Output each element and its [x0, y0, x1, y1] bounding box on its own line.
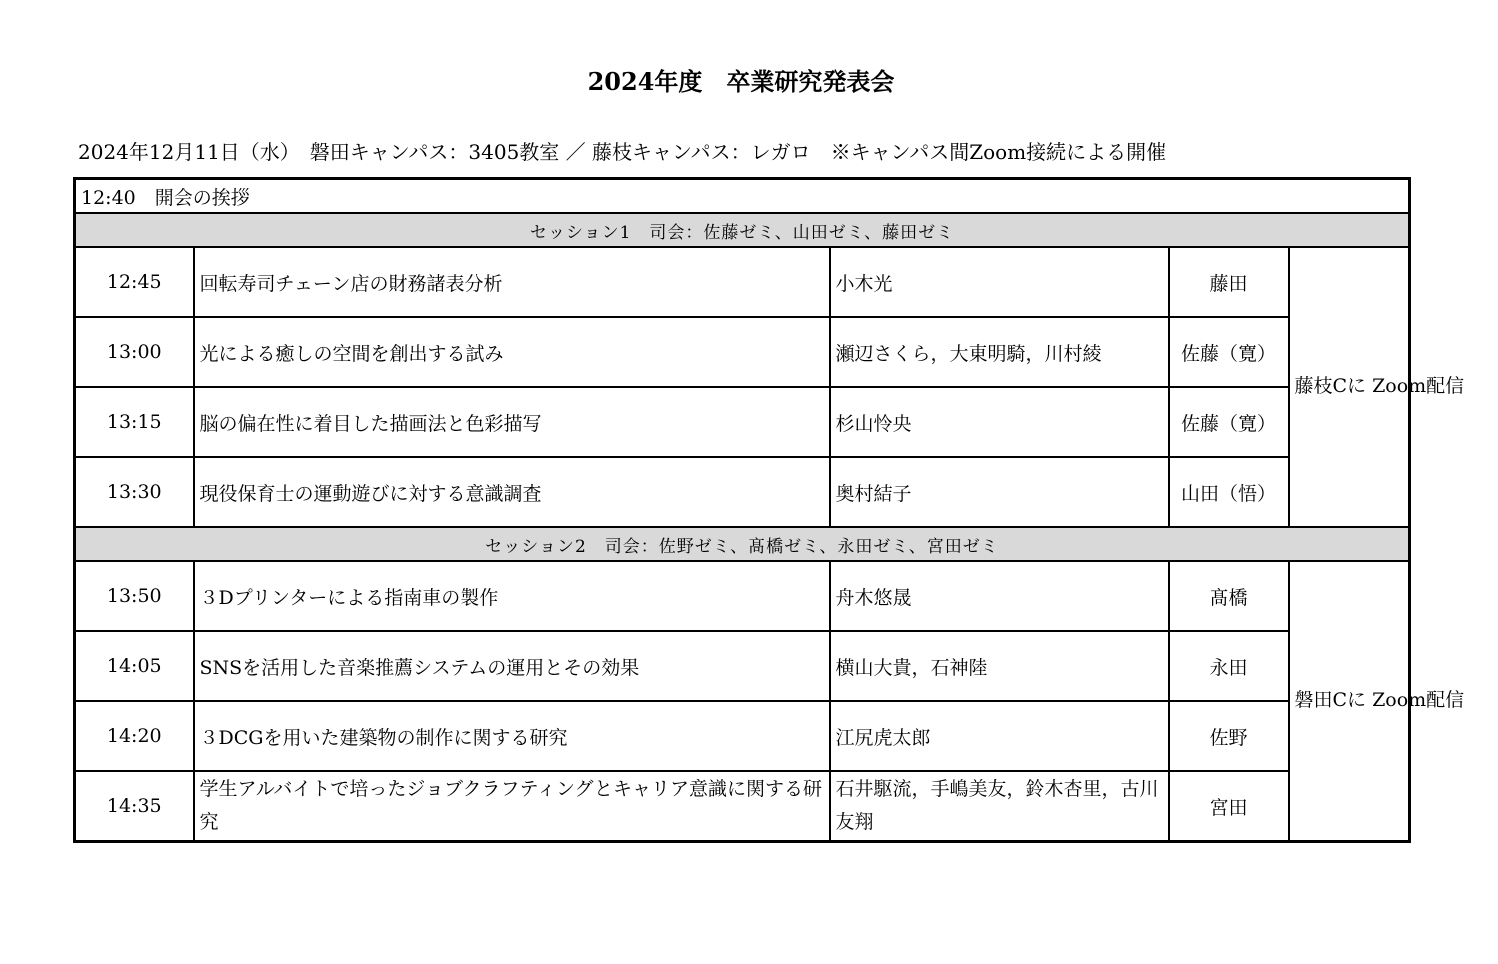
presentation-title: 学生アルバイトで培ったジョブクラフティングとキャリア意識に関する研究 — [194, 771, 830, 842]
presenters: 瀬辺さくら，大東明騎，川村綾 — [830, 317, 1169, 387]
table-row — [75, 701, 1410, 771]
opening-row — [75, 179, 1410, 214]
time-cell: 13:30 — [75, 457, 194, 527]
time-cell: 13:15 — [75, 387, 194, 457]
time-cell: 13:50 — [75, 561, 194, 631]
advisor: 佐藤（寛） — [1169, 387, 1289, 457]
presenters: 石井駆流，手嶋美友，鈴木杏里，古川友翔 — [830, 771, 1169, 842]
advisor: 藤田 — [1169, 247, 1289, 317]
presentation-title: SNSを活用した音楽推薦システムの運用とその効果 — [194, 631, 830, 701]
presentation-title: 脳の偏在性に着目した描画法と色彩描写 — [194, 387, 830, 457]
session-header-row — [75, 527, 1410, 561]
presentation-title: 回転寿司チェーン店の財務諸表分析 — [194, 247, 830, 317]
presentation-title: ３Dプリンターによる指南車の製作 — [194, 561, 830, 631]
time-cell: 14:20 — [75, 701, 194, 771]
time-cell: 12:45 — [75, 247, 194, 317]
time-cell: 13:00 — [75, 317, 194, 387]
presenters: 杉山怜央 — [830, 387, 1169, 457]
session-2-zoom-note: 磐田Cに Zoom配信 — [1289, 561, 1410, 842]
session-header-row — [75, 213, 1410, 247]
advisor: 髙橋 — [1169, 561, 1289, 631]
presenters: 江尻虎太郎 — [830, 701, 1169, 771]
presenters: 横山大貴，石神陸 — [830, 631, 1169, 701]
page-title: 2024年度 卒業研究発表会 — [587, 67, 895, 96]
schedule-table — [73, 177, 1465, 843]
session-1-zoom-note: 藤枝Cに Zoom配信 — [1289, 247, 1410, 527]
table-row — [75, 771, 1410, 842]
table-row — [75, 631, 1410, 701]
opening-text: 12:40 開会の挨拶 — [75, 179, 1410, 214]
advisor: 山田（悟） — [1169, 457, 1289, 527]
table-row — [75, 457, 1410, 527]
advisor: 宮田 — [1169, 771, 1289, 842]
time-cell: 14:05 — [75, 631, 194, 701]
presenters: 舟木悠晟 — [830, 561, 1169, 631]
advisor: 永田 — [1169, 631, 1289, 701]
event-info: 2024年12月11日（水） 磐田キャンパス：3405教室 ／ 藤枝キャンパス：レガロ ※キャンパス間Zoom接続による開催 — [78, 140, 1167, 164]
table-row — [75, 387, 1410, 457]
time-cell: 14:35 — [75, 771, 194, 842]
table-row — [75, 317, 1410, 387]
table-row — [75, 561, 1410, 631]
advisor: 佐野 — [1169, 701, 1289, 771]
advisor: 佐藤（寛） — [1169, 317, 1289, 387]
presenters: 奥村結子 — [830, 457, 1169, 527]
presentation-title: 現役保育士の運動遊びに対する意識調査 — [194, 457, 830, 527]
presenters: 小木光 — [830, 247, 1169, 317]
presentation-title: ３DCGを用いた建築物の制作に関する研究 — [194, 701, 830, 771]
session-1-header: セッション1 司会：佐藤ゼミ、山田ゼミ、藤田ゼミ — [75, 213, 1410, 247]
presentation-title: 光による癒しの空間を創出する試み — [194, 317, 830, 387]
session-2-header: セッション2 司会：佐野ゼミ、髙橋ゼミ、永田ゼミ、宮田ゼミ — [75, 527, 1410, 561]
table-row — [75, 247, 1410, 317]
